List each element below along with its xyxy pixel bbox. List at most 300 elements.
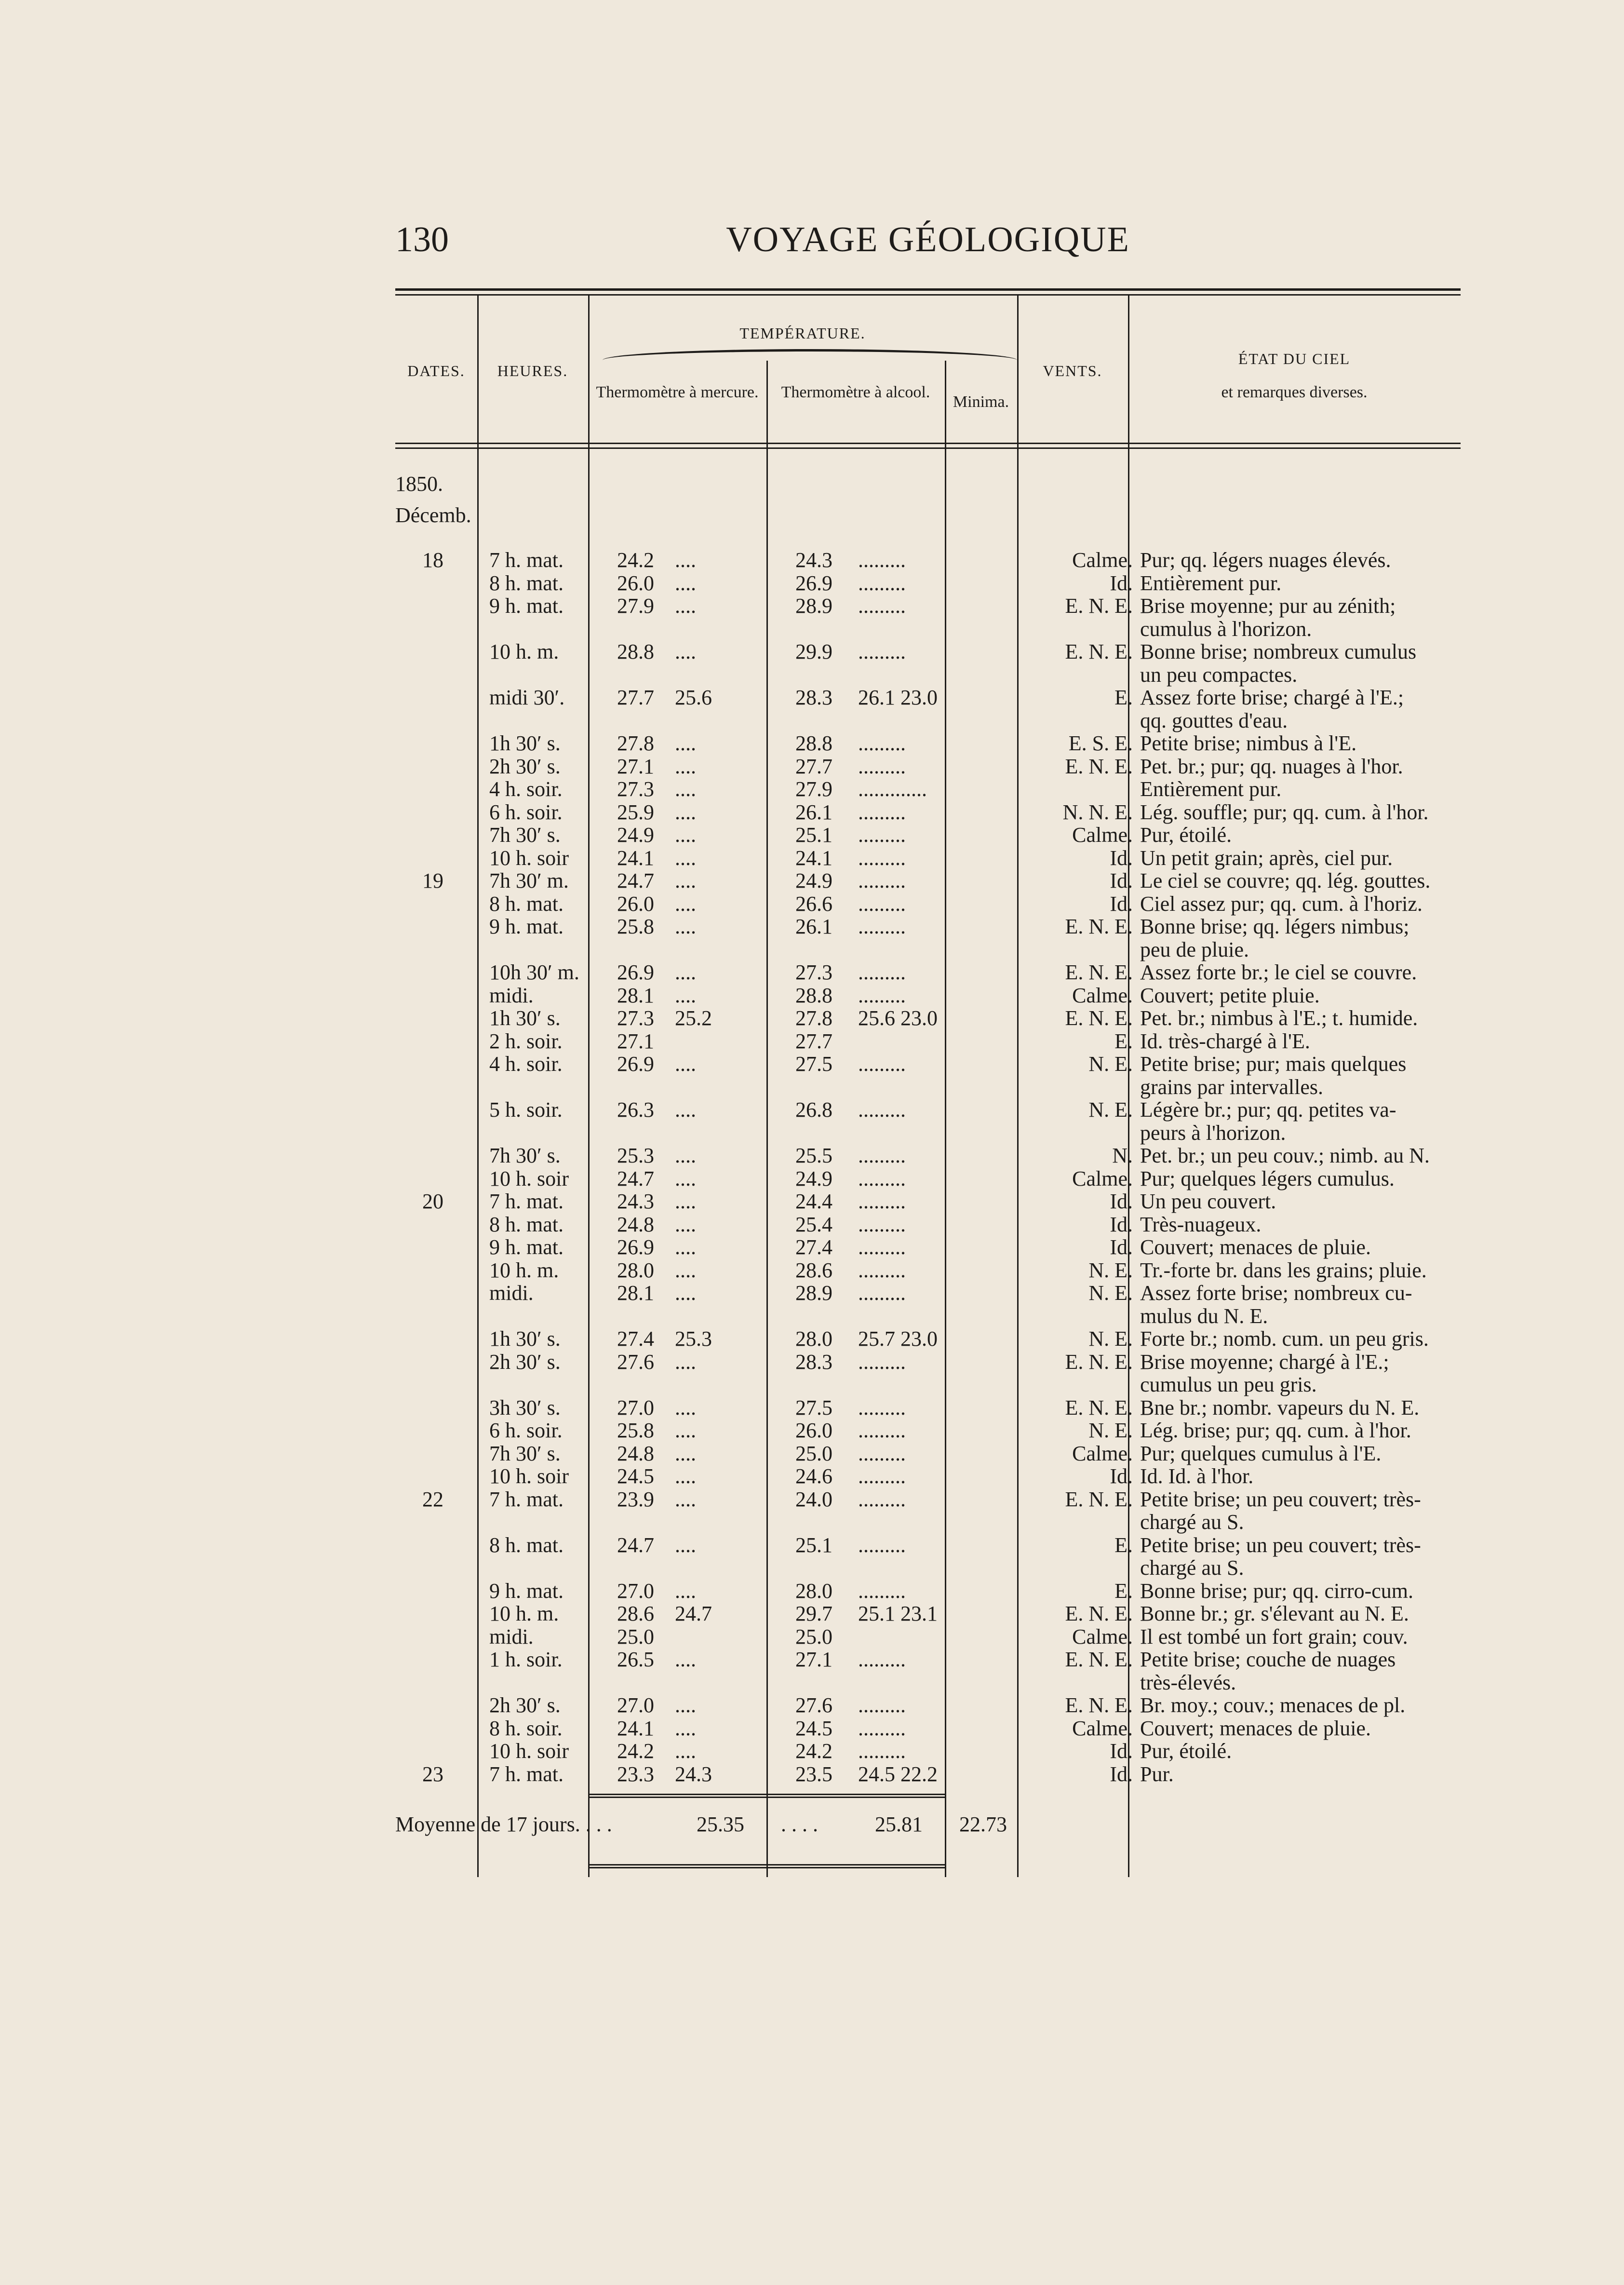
table-row: [395, 1259, 1461, 1282]
hour-cell: 10 h. soir: [489, 1464, 569, 1488]
table-row: [395, 1488, 1461, 1511]
table-row: [395, 984, 1461, 1007]
table-row: [395, 1740, 1461, 1763]
wind-cell: E. N. E.: [1065, 754, 1133, 778]
alc-cell: 25.1: [795, 823, 832, 847]
merc-extra-cell: ....: [675, 1395, 696, 1420]
merc-cell: 24.7: [617, 1533, 654, 1557]
remark-cell: un peu compactes.: [1140, 663, 1298, 687]
alc-extra-cell: .........: [858, 1166, 906, 1190]
table-row: [395, 1625, 1461, 1649]
wind-cell: N. E.: [1088, 1281, 1133, 1305]
wind-cell: Id.: [1110, 869, 1133, 892]
page-header: [395, 219, 1461, 277]
hour-cell: 6 h. soir.: [489, 800, 563, 824]
running-title: VOYAGE GÉOLOGIQUE: [726, 220, 1130, 259]
remark-cell: Br. moy.; couv.; menaces de pl.: [1140, 1693, 1406, 1717]
merc-cell: 27.1: [617, 754, 654, 778]
table-row: [395, 778, 1461, 801]
merc-extra-cell: 25.2: [675, 1006, 712, 1030]
remark-cell: peu de pluie.: [1140, 937, 1249, 961]
remark-cell: Lég. brise; pur; qq. cum. à l'hor.: [1140, 1419, 1411, 1442]
table-row: [395, 1717, 1461, 1740]
remark-cell: Très-nuageux.: [1140, 1212, 1262, 1236]
alc-cell: 24.5: [795, 1716, 832, 1740]
alc-extra-cell: 26.1 23.0: [858, 686, 938, 709]
hour-cell: 3h 30′ s.: [489, 1395, 561, 1420]
merc-cell: 24.8: [617, 1441, 654, 1465]
merc-cell: 23.9: [617, 1487, 654, 1511]
alc-extra-cell: .........: [858, 1648, 906, 1671]
merc-cell: 27.8: [617, 731, 654, 755]
meteo-table: [395, 288, 1461, 1889]
alc-extra-cell: .........: [858, 1144, 906, 1167]
wind-cell: E. N. E.: [1065, 960, 1133, 984]
alc-cell: 25.0: [795, 1441, 832, 1465]
merc-extra-cell: ....: [675, 1235, 696, 1259]
header-heures: HEURES.: [497, 362, 568, 379]
remark-cell: Brise moyenne; pur au zénith;: [1140, 594, 1396, 618]
merc-extra-cell: ....: [675, 915, 696, 938]
remark-cell: Petite brise; pur; mais quelques: [1140, 1052, 1407, 1076]
wind-cell: E. N. E.: [1065, 640, 1133, 663]
hour-cell: 7h 30′ s.: [489, 1144, 561, 1167]
alc-extra-cell: .........: [858, 1281, 906, 1305]
merc-cell: 27.3: [617, 1006, 654, 1030]
alc-extra-cell: .........: [858, 594, 906, 618]
merc-cell: 25.0: [617, 1624, 654, 1649]
alc-extra-cell: 25.6 23.0: [858, 1006, 938, 1030]
wind-cell: N. E.: [1088, 1419, 1133, 1442]
table-row: [395, 1465, 1461, 1488]
remark-cell: Légère br.; pur; qq. petites va-: [1140, 1098, 1396, 1122]
wind-cell: Calme.: [1072, 548, 1133, 572]
merc-cell: 28.8: [617, 640, 654, 663]
alc-cell: 27.5: [795, 1395, 832, 1420]
remark-cell: Pur, étoilé.: [1140, 1739, 1232, 1763]
remark-cell: Bne br.; nombr. vapeurs du N. E.: [1140, 1395, 1420, 1420]
remark-cell: Pet. br.; nimbus à l'E.; t. humide.: [1140, 1006, 1418, 1030]
alc-extra-cell: .........: [858, 800, 906, 824]
alc-cell: 25.5: [795, 1144, 832, 1167]
hour-cell: midi.: [489, 1624, 534, 1649]
alc-cell: 23.5: [795, 1762, 832, 1786]
hour-cell: 6 h. soir.: [489, 1419, 563, 1442]
alc-extra-cell: .........: [858, 1464, 906, 1488]
alc-extra-cell: .........: [858, 1487, 906, 1511]
merc-cell: 25.8: [617, 915, 654, 938]
table-row: [395, 595, 1461, 618]
wind-cell: N. E.: [1088, 1052, 1133, 1076]
header-dates: DATES.: [407, 362, 465, 379]
table-row: [395, 549, 1461, 572]
wind-cell: N. E.: [1088, 1327, 1133, 1351]
merc-extra-cell: 24.7: [675, 1602, 712, 1625]
table-row: [395, 1648, 1461, 1671]
alc-cell: 27.8: [795, 1006, 832, 1030]
header-rule: [395, 443, 1461, 444]
alc-extra-cell: .........: [858, 1190, 906, 1213]
wind-cell: N. N. E.: [1062, 800, 1133, 824]
hour-cell: 10 h. m.: [489, 640, 559, 663]
table-row: [395, 709, 1461, 732]
table-row: [395, 1167, 1461, 1190]
table-row: [395, 1098, 1461, 1122]
hour-cell: 7 h. mat.: [489, 1190, 564, 1213]
header-rule-thin: [395, 447, 1461, 449]
wind-cell: E. N. E.: [1065, 915, 1133, 938]
wind-cell: E.: [1114, 1579, 1133, 1603]
alc-cell: 25.4: [795, 1212, 832, 1236]
alc-cell: 27.4: [795, 1235, 832, 1259]
alc-cell: 27.6: [795, 1693, 832, 1717]
alc-extra-cell: .........: [858, 1419, 906, 1442]
merc-cell: 24.3: [617, 1190, 654, 1213]
remark-cell: peurs à l'horizon.: [1140, 1121, 1286, 1145]
remark-cell: Petite brise; un peu couvert; très-: [1140, 1487, 1421, 1511]
alc-extra-cell: .........: [858, 548, 906, 572]
merc-extra-cell: ....: [675, 777, 696, 801]
merc-cell: 28.1: [617, 1281, 654, 1305]
alc-cell: 24.4: [795, 1190, 832, 1213]
merc-extra-cell: ....: [675, 1487, 696, 1511]
remark-cell: Couvert; petite pluie.: [1140, 983, 1320, 1007]
table-row: [395, 1305, 1461, 1328]
wind-cell: E. N. E.: [1065, 1648, 1133, 1671]
mean-merc: 25.35: [697, 1812, 744, 1836]
table-row: [395, 618, 1461, 641]
alc-extra-cell: .........: [858, 869, 906, 892]
merc-cell: 28.6: [617, 1602, 654, 1625]
table-row: [395, 1007, 1461, 1030]
alc-cell: 27.9: [795, 777, 832, 801]
remark-cell: Bonne brise; nombreux cumulus: [1140, 640, 1417, 663]
alc-cell: 28.8: [795, 731, 832, 755]
remark-cell: très-élevés.: [1140, 1670, 1236, 1694]
hour-cell: 10 h. soir: [489, 846, 569, 870]
remark-cell: Assez forte brise; chargé à l'E.;: [1140, 686, 1404, 709]
remark-cell: Petite brise; nimbus à l'E.: [1140, 731, 1357, 755]
hour-cell: 9 h. mat.: [489, 594, 564, 618]
date-cell: 19: [422, 869, 443, 892]
alc-cell: 24.9: [795, 869, 832, 892]
table-row: [395, 869, 1461, 892]
table-row: [395, 1694, 1461, 1717]
merc-cell: 24.2: [617, 1739, 654, 1763]
merc-extra-cell: ....: [675, 892, 696, 916]
merc-extra-cell: ....: [675, 1464, 696, 1488]
hour-cell: 2 h. soir.: [489, 1029, 563, 1053]
alc-extra-cell: .........: [858, 1258, 906, 1282]
wind-cell: E.: [1114, 686, 1133, 709]
wind-cell: Calme.: [1072, 1624, 1133, 1649]
table-row: [395, 1580, 1461, 1603]
wind-cell: E. N. E.: [1065, 594, 1133, 618]
merc-cell: 24.5: [617, 1464, 654, 1488]
merc-cell: 26.0: [617, 571, 654, 595]
header-etat-sub: et remarques diverses.: [1221, 383, 1368, 401]
remark-cell: Pet. br.; pur; qq. nuages à l'hor.: [1140, 754, 1403, 778]
remark-cell: Bonne br.; gr. s'élevant au N. E.: [1140, 1602, 1409, 1625]
alc-extra-cell: .........: [858, 1212, 906, 1236]
merc-cell: 24.8: [617, 1212, 654, 1236]
merc-cell: 24.7: [617, 1166, 654, 1190]
table-row: [395, 1556, 1461, 1580]
month-label: Décemb.: [395, 503, 471, 527]
header-alc: Thermomètre à alcool.: [781, 383, 930, 401]
hour-cell: 8 h. mat.: [489, 571, 564, 595]
table-row: [395, 1122, 1461, 1145]
mean-dots: . . . .: [781, 1812, 818, 1836]
table-top-rule-thin: [395, 294, 1461, 296]
merc-extra-cell: ....: [675, 823, 696, 847]
remark-cell: Couvert; menaces de pluie.: [1140, 1716, 1371, 1740]
alc-cell: 24.6: [795, 1464, 832, 1488]
temperature-brace: [603, 349, 1017, 360]
wind-cell: E.: [1114, 1533, 1133, 1557]
alc-extra-cell: .........: [858, 1579, 906, 1603]
alc-cell: 28.0: [795, 1579, 832, 1603]
alc-extra-cell: .........: [858, 731, 906, 755]
bottom-rule: [588, 1864, 945, 1866]
wind-cell: Id.: [1110, 1739, 1133, 1763]
remark-cell: Assez forte br.; le ciel se couvre.: [1140, 960, 1417, 984]
header-minima: Minima.: [953, 393, 1009, 411]
alc-extra-cell: .........: [858, 1235, 906, 1259]
table-row: [395, 1763, 1461, 1786]
wind-cell: Id.: [1110, 1212, 1133, 1236]
table-row: [395, 732, 1461, 755]
hour-cell: midi.: [489, 983, 534, 1007]
alc-cell: 28.8: [795, 983, 832, 1007]
wind-cell: E. S. E.: [1068, 731, 1133, 755]
wind-cell: Id.: [1110, 1762, 1133, 1786]
wind-cell: Calme.: [1072, 823, 1133, 847]
table-row: [395, 663, 1461, 687]
table-row: [395, 1144, 1461, 1167]
wind-cell: Calme.: [1072, 1166, 1133, 1190]
table-row: [395, 755, 1461, 778]
alc-cell: 26.1: [795, 915, 832, 938]
alc-extra-cell: 24.5 22.2: [858, 1762, 938, 1786]
alc-extra-cell: .........: [858, 571, 906, 595]
hour-cell: 4 h. soir.: [489, 1052, 563, 1076]
alc-extra-cell: 25.1 23.1: [858, 1602, 938, 1625]
wind-cell: Id.: [1110, 1190, 1133, 1213]
merc-extra-cell: ....: [675, 800, 696, 824]
wind-cell: N. E.: [1088, 1258, 1133, 1282]
remark-cell: chargé au S.: [1140, 1510, 1244, 1534]
hour-cell: 7 h. mat.: [489, 1762, 564, 1786]
wind-cell: Id.: [1110, 892, 1133, 916]
wind-cell: Id.: [1110, 1235, 1133, 1259]
merc-extra-cell: 25.6: [675, 686, 712, 709]
wind-cell: Id.: [1110, 571, 1133, 595]
alc-extra-cell: .........: [858, 983, 906, 1007]
merc-extra-cell: ....: [675, 846, 696, 870]
table-row: [395, 1442, 1461, 1465]
remark-cell: Forte br.; nomb. cum. un peu gris.: [1140, 1327, 1429, 1351]
merc-cell: 24.9: [617, 823, 654, 847]
wind-cell: E. N. E.: [1065, 1487, 1133, 1511]
merc-extra-cell: 24.3: [675, 1762, 712, 1786]
merc-extra-cell: ....: [675, 1533, 696, 1557]
merc-cell: 24.1: [617, 846, 654, 870]
merc-extra-cell: ....: [675, 754, 696, 778]
remark-cell: Id. très-chargé à l'E.: [1140, 1029, 1310, 1053]
hour-cell: 8 h. mat.: [489, 1533, 564, 1557]
table-row: [395, 1213, 1461, 1236]
year-label: 1850.: [395, 472, 443, 496]
table-row: [395, 1076, 1461, 1099]
alc-cell: 26.8: [795, 1098, 832, 1122]
table-row: [395, 847, 1461, 870]
merc-cell: 27.0: [617, 1395, 654, 1420]
merc-extra-cell: ....: [675, 1419, 696, 1442]
hour-cell: 1h 30′ s.: [489, 731, 561, 755]
hour-cell: 8 h. mat.: [489, 1212, 564, 1236]
hour-cell: 7h 30′ m.: [489, 869, 569, 892]
table-row: [395, 1236, 1461, 1259]
hour-cell: 8 h. soir.: [489, 1716, 563, 1740]
merc-cell: 28.0: [617, 1258, 654, 1282]
remark-cell: Un peu couvert.: [1140, 1190, 1276, 1213]
alc-extra-cell: .........: [858, 1098, 906, 1122]
hour-cell: 10h 30′ m.: [489, 960, 579, 984]
merc-cell: 23.3: [617, 1762, 654, 1786]
alc-cell: 27.5: [795, 1052, 832, 1076]
wind-cell: N. E.: [1088, 1098, 1133, 1122]
alc-cell: 28.3: [795, 686, 832, 709]
alc-extra-cell: .........: [858, 754, 906, 778]
remark-cell: Couvert; menaces de pluie.: [1140, 1235, 1371, 1259]
merc-extra-cell: ....: [675, 1716, 696, 1740]
hour-cell: 5 h. soir.: [489, 1098, 563, 1122]
wind-cell: E. N. E.: [1065, 1006, 1133, 1030]
hour-cell: 10 h. m.: [489, 1258, 559, 1282]
hour-cell: 9 h. mat.: [489, 1235, 564, 1259]
merc-extra-cell: ....: [675, 1579, 696, 1603]
alc-cell: 28.9: [795, 594, 832, 618]
table-row: [395, 686, 1461, 709]
remark-cell: Assez forte brise; nombreux cu-: [1140, 1281, 1412, 1305]
remark-cell: Bonne brise; qq. légers nimbus;: [1140, 915, 1409, 938]
merc-cell: 25.3: [617, 1144, 654, 1167]
alc-cell: 24.2: [795, 1739, 832, 1763]
merc-extra-cell: ....: [675, 1281, 696, 1305]
alc-cell: 27.7: [795, 754, 832, 778]
merc-cell: 27.7: [617, 686, 654, 709]
remark-cell: Entièrement pur.: [1140, 571, 1282, 595]
merc-extra-cell: ....: [675, 1098, 696, 1122]
alc-extra-cell: .........: [858, 1716, 906, 1740]
remark-cell: Il est tombé un fort grain; couv.: [1140, 1624, 1408, 1649]
wind-cell: Calme.: [1072, 1716, 1133, 1740]
alc-extra-cell: .............: [858, 777, 927, 801]
header-etat: ÉTAT DU CIEL: [1238, 350, 1351, 367]
header-merc: Thermomètre à mercure.: [596, 383, 759, 401]
merc-cell: 26.0: [617, 892, 654, 916]
hour-cell: 1 h. soir.: [489, 1648, 563, 1671]
table-row: [395, 1190, 1461, 1213]
table-row: [395, 1396, 1461, 1420]
merc-cell: 27.0: [617, 1693, 654, 1717]
hour-cell: 9 h. mat.: [489, 1579, 564, 1603]
wind-cell: E. N. E.: [1065, 1350, 1133, 1374]
header-temperature: TEMPÉRATURE.: [739, 324, 866, 342]
remark-cell: Petite brise; un peu couvert; très-: [1140, 1533, 1421, 1557]
table-row: [395, 1373, 1461, 1396]
date-cell: 22: [422, 1487, 443, 1511]
remark-cell: Pur; qq. légers nuages élevés.: [1140, 548, 1391, 572]
alc-cell: 27.7: [795, 1029, 832, 1053]
alc-extra-cell: .........: [858, 1052, 906, 1076]
remark-cell: chargé au S.: [1140, 1556, 1244, 1580]
merc-cell: 26.3: [617, 1098, 654, 1122]
alc-extra-cell: .........: [858, 1693, 906, 1717]
merc-cell: 24.1: [617, 1716, 654, 1740]
alc-extra-cell: .........: [858, 1533, 906, 1557]
hour-cell: midi.: [489, 1281, 534, 1305]
remark-cell: Bonne brise; pur; qq. cirro-cum.: [1140, 1579, 1413, 1603]
hour-cell: 10 h. soir: [489, 1739, 569, 1763]
table-row: [395, 824, 1461, 847]
merc-cell: 27.1: [617, 1029, 654, 1053]
merc-cell: 26.9: [617, 1235, 654, 1259]
remark-cell: Le ciel se couvre; qq. lég. gouttes.: [1140, 869, 1431, 892]
hour-cell: 4 h. soir.: [489, 777, 563, 801]
remark-cell: Entièrement pur.: [1140, 777, 1282, 801]
alc-cell: 24.1: [795, 846, 832, 870]
hour-cell: 10 h. m.: [489, 1602, 559, 1625]
remark-cell: Brise moyenne; chargé à l'E.;: [1140, 1350, 1389, 1374]
hour-cell: 2h 30′ s.: [489, 754, 561, 778]
alc-cell: 28.0: [795, 1327, 832, 1351]
alc-extra-cell: .........: [858, 1395, 906, 1420]
table-row: [395, 801, 1461, 824]
hour-cell: 9 h. mat.: [489, 915, 564, 938]
table-row: [395, 1419, 1461, 1442]
hour-cell: midi 30′.: [489, 686, 565, 709]
hour-cell: 7 h. mat.: [489, 1487, 564, 1511]
alc-cell: 25.1: [795, 1533, 832, 1557]
merc-cell: 25.8: [617, 1419, 654, 1442]
alc-extra-cell: .........: [858, 823, 906, 847]
hour-cell: 8 h. mat.: [489, 892, 564, 916]
wind-cell: Id.: [1110, 1464, 1133, 1488]
remark-cell: Pet. br.; un peu couv.; nimb. au N.: [1140, 1144, 1430, 1167]
table-row: [395, 1030, 1461, 1053]
header-vents: VENTS.: [1043, 362, 1102, 379]
table-row: [395, 938, 1461, 961]
merc-cell: 26.5: [617, 1648, 654, 1671]
table-row: [395, 915, 1461, 938]
merc-cell: 26.9: [617, 960, 654, 984]
remark-cell: Pur; quelques légers cumulus.: [1140, 1166, 1395, 1190]
hour-cell: 7 h. mat.: [489, 548, 564, 572]
merc-extra-cell: ....: [675, 1441, 696, 1465]
table-row: [395, 1511, 1461, 1534]
page-number: 130: [395, 220, 449, 259]
mean-label: Moyenne de 17 jours. . . .: [395, 1812, 612, 1836]
table-row: [395, 1282, 1461, 1305]
remark-cell: Pur, étoilé.: [1140, 823, 1232, 847]
remark-cell: Pur.: [1140, 1762, 1174, 1786]
table-row: [395, 1327, 1461, 1351]
bottom-rule-thin: [588, 1867, 945, 1868]
alc-extra-cell: .........: [858, 892, 906, 916]
alc-extra-cell: .........: [858, 1441, 906, 1465]
